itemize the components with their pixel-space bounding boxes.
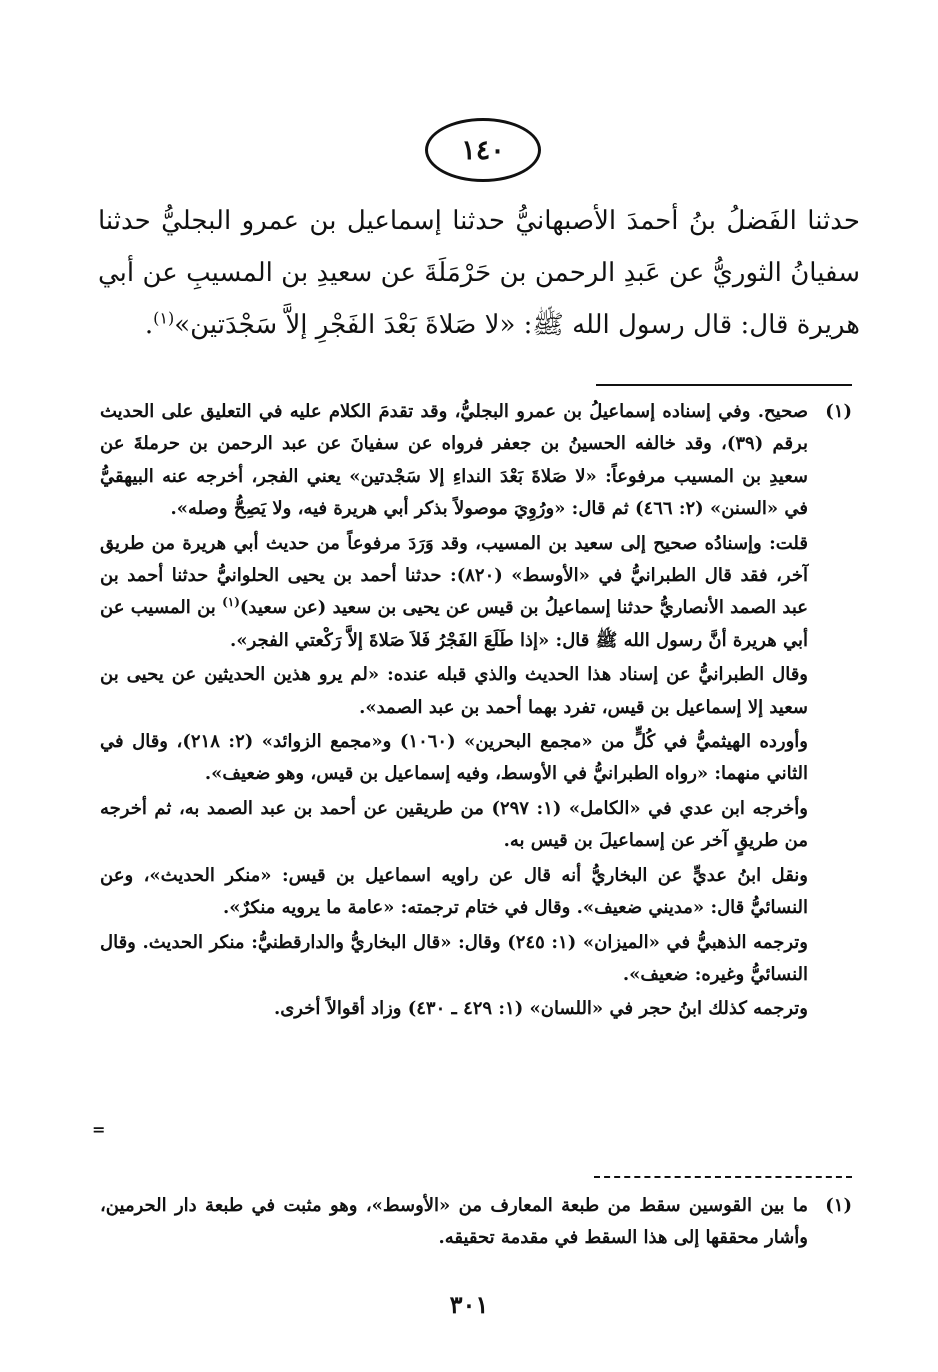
footnote-1 (100, 396, 852, 1028)
footnote-reference: (١) (153, 308, 175, 328)
continuation-mark: = (92, 1120, 106, 1139)
footnote-2-number: (١) (825, 1195, 852, 1216)
footnote-paragraph: صحيح. وفي إسناده إسماعيلُ بن عمرو البجليُّ، وقد تقدمَ الكلام عليه في التعليق على الحديث برقم (٣٩)، وقد خالفه الحسينُ بن جعفر فرواه عن سفيانَ عن عبد الرحمن بن حرملةَ عن سعيدِ بن المسيب مرفوعاً: «لا صَلاةَ بَعْدَ النداءِ إلا سَجْدتين» يعني الفجر، أخرجه عنه البيهقيُّ في «السنن» (٢: ٤٦٦) ثم قال: «ورُوِيَ موصولاً بذكر أبي هريرة فيه، ولا يَصِحُّ وصله». (100, 401, 808, 520)
footnote-paragraph: وأورده الهيثميُّ في كُلٍّ من «مجمع البحرين» (١٠٦٠) و«مجمع الزوائد» (٢: ٢١٨)، وقال في الثاني منهما: «رواه الطبرانيُّ في الأوسط، وفيه إسماعيل بن قيس، وهو ضعيف». (100, 731, 809, 785)
footnote-2-body (100, 1190, 808, 1257)
hadith-body: حدثنا الفَضلُ بنُ أحمدَ الأصبهانيُّ حدثنا إسماعيل بن عمرو البجليُّ حدثنا سفيانُ الثوريُّ عن عَبدِ الرحمن بن حَرْمَلَةَ عن سعيدِ بن المسيبِ عن أبي هريرة قال: قال رسول الله ﷺ: «لا صَلاةَ بَعْدَ الفَجْرِ إلاَّ سَجْدَتين» (98, 206, 860, 340)
footnote-2 (100, 1190, 852, 1257)
footnote-1-body (100, 396, 808, 1028)
footnote-paragraph-part: بن المسيب عن أبي هريرة أنَّ رسول الله ﷺ قال: «إذا طَلَعَ الفَجْرُ فَلاَ صَلاةَ إلاَّ رَكْعتي الفجر». (100, 597, 808, 651)
footnote-separator (596, 384, 852, 386)
footnote-paragraph-part: قلت: وإسنادُه صحيح إلى سعيد بن المسيب، وقد وَرَدَ مرفوعاً من حديث أبي هريرة من طريق آخر، فقد قال الطبرانيُّ في «الأوسط» (٨٢٠): حدثنا أحمد بن يحيى الحلوانيُّ حدثنا أحمد بن عبد الصمد الأنصاريُّ حدثنا إسماعيلُ بن قيس عن يحيى بن سعيد (عن سعيد) (100, 532, 808, 619)
footnote-1-number: (١) (825, 401, 852, 422)
page-number: ٣٠١ (449, 1290, 489, 1319)
hadith-text (98, 195, 860, 351)
footnote-paragraph: وترجمه كذلك ابنُ حجر في «اللسان» (١: ٤٢٩ ـ ٤٣٠) وزاد أقوالاً أخرى. (273, 998, 808, 1020)
footnote-paragraph: وأخرجه ابن عدي في «الكامل» (١: ٢٩٧) من طريقين عن أحمد بن عبد الصمد به، ثم أخرجه من طريقٍ آخر عن إسماعيلَ بن قيس به. (100, 797, 808, 852)
footnote-paragraph: ونقل ابنُ عديٍّ عن البخاريُّ أنه قال عن راويه اسماعيل بن قيس: «منكر الحديث»، وعن النسائيُّ قال: «مديني ضعيف». وقال في ختام ترجمته: «عامة ما يرويه منكرٌ». (100, 864, 808, 919)
footnote-paragraph: وقال الطبرانيُّ عن إسناد هذا الحديث والذي قبله عنده: «لم يرو هذين الحديثين عن يحيى بن سعيد إلا إسماعيل بن قيس، تفرد بهما أحمد بن عبد الصمد». (100, 664, 808, 718)
footnote-paragraph: وترجمه الذهبيُّ في «الميزان» (١: ٢٤٥) وقال: «قال البخاريُّ والدارقطنيُّ: منكر الحديث. وقال النسائيُّ وغيره: ضعيف». (100, 931, 808, 985)
hadith-number-oval (425, 118, 541, 182)
footnote-paragraph (100, 528, 808, 658)
footnote-paragraph: ما بين القوسين سقط من طبعة المعارف من «الأوسط»، وهو مثبت في طبعة دار الحرمين، وأشار محققها إلى هذا السقط في مقدمة تحقيقه. (100, 1195, 808, 1249)
inner-footnote-reference: (١) (222, 595, 240, 610)
hadith-number: ١٤٠ (461, 134, 505, 166)
hadith-end: . (144, 310, 154, 340)
dashed-separator (594, 1176, 852, 1178)
